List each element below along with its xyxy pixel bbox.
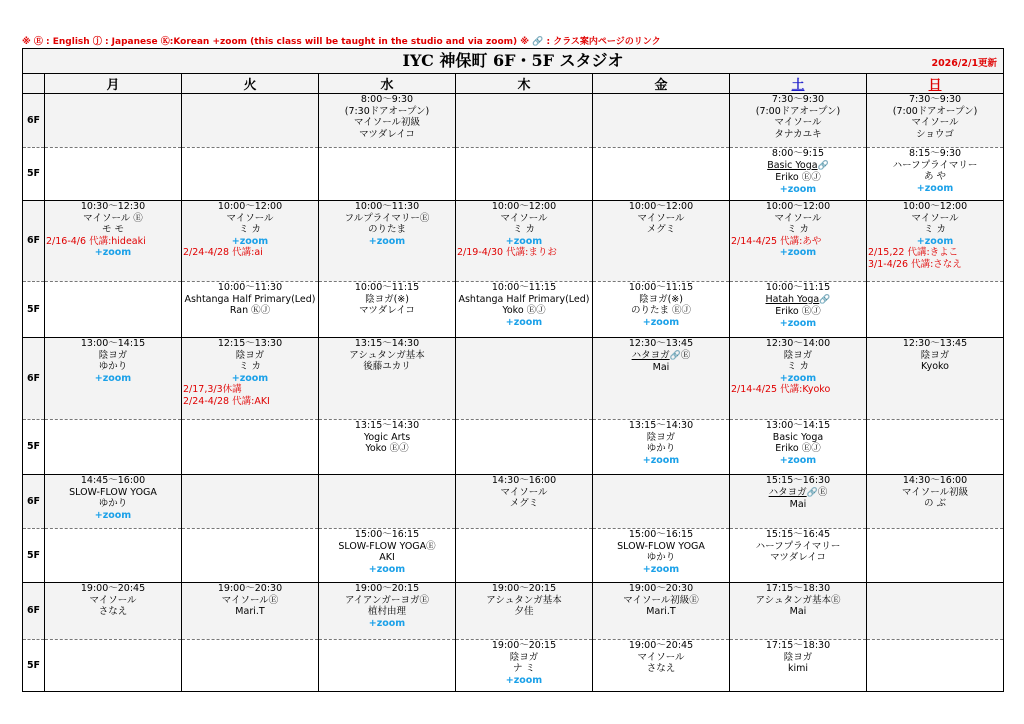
class-link[interactable]: ハタヨガ (631, 349, 670, 361)
class-time: 10:00～11:15 (765, 282, 831, 293)
class-detail: マイソール (89, 594, 137, 606)
class-detail: SLOW-FLOW YOGA (617, 540, 705, 552)
class-detail: ミ カ (786, 224, 810, 235)
zoom-tag: +zoom (505, 674, 543, 686)
class-slot (593, 529, 730, 583)
class-slot (456, 583, 593, 640)
language-mark: Ⓔ (817, 486, 828, 498)
schedule-row-9 (23, 640, 1004, 692)
updated-date: 2026/2/1更新 (931, 58, 998, 69)
class-detail: ミ カ (924, 224, 947, 235)
zoom-tag: +zoom (779, 247, 817, 258)
class-detail: Mai (652, 362, 670, 373)
class-detail: 陰ヨガ (783, 349, 813, 361)
class-slot (319, 529, 456, 583)
zoom-tag: +zoom (642, 454, 680, 466)
class-detail: SLOW-FLOW YOGA (69, 486, 157, 498)
class-detail: ナ ミ (512, 663, 536, 674)
class-detail: 陰ヨガ (98, 349, 128, 361)
class-detail: SLOW-FLOW YOGAⒺ (338, 540, 436, 552)
class-slot (45, 583, 182, 640)
zoom-tag: +zoom (505, 235, 543, 247)
substitute-note: 2/17,3/3休講 (183, 384, 242, 395)
empty-slot (319, 475, 456, 529)
class-detail: マイソール (774, 212, 822, 224)
class-detail: (7:30ドアオープン) (344, 105, 430, 117)
class-time: 8:00～9:30 (360, 94, 414, 105)
day-label: 木 (517, 78, 531, 93)
schedule-row-6 (23, 475, 1004, 529)
class-time: 10:00～11:15 (628, 282, 694, 293)
class-time: 10:00～12:00 (628, 201, 694, 212)
class-time: 10:00～11:30 (217, 282, 283, 293)
class-detail: Eriko ⒺⒿ (775, 306, 821, 317)
class-detail: マツダレイコ (359, 305, 415, 316)
class-slot (45, 201, 182, 282)
class-detail: マイソール初級 (353, 117, 421, 128)
class-time: 19:00～20:45 (80, 583, 146, 594)
page-title: IYC 神保町 6F・5F スタジオ (402, 51, 624, 70)
class-link-line (730, 294, 866, 307)
class-slot (730, 338, 867, 420)
class-detail: ミ カ (786, 361, 810, 372)
class-time: 14:30～16:00 (491, 475, 557, 486)
class-time: 12:15～13:30 (217, 338, 283, 349)
class-detail: マイソール (500, 212, 548, 224)
empty-slot (456, 420, 593, 475)
class-detail: さなえ (98, 606, 128, 617)
empty-slot (45, 420, 182, 475)
class-time: 10:00～12:00 (902, 201, 968, 212)
class-detail: ゆかり (646, 443, 676, 454)
schedule-row-7 (23, 529, 1004, 583)
class-time: 10:00～11:30 (354, 201, 420, 212)
class-detail: ハーフプライマリー (892, 159, 978, 171)
class-detail: マイソール (637, 212, 685, 224)
class-detail: 植村由理 (367, 606, 406, 617)
class-time: 8:00～9:15 (771, 148, 825, 159)
class-time: 19:00～20:15 (354, 583, 420, 594)
zoom-tag: +zoom (642, 563, 680, 575)
class-detail: Mari.T (235, 606, 265, 617)
zoom-tag: +zoom (368, 235, 406, 247)
class-time: 13:15～14:30 (354, 338, 420, 349)
class-detail: Eriko ⒺⒿ (775, 172, 821, 183)
class-detail: マイソール (911, 117, 959, 128)
floor-label: 6F (23, 94, 45, 148)
zoom-tag: +zoom (505, 316, 543, 328)
day-header-6 (867, 74, 1004, 94)
substitute-note: 2/19-4/30 代講:まりお (457, 247, 557, 258)
class-detail: ゆかり (98, 361, 128, 372)
class-slot (593, 640, 730, 692)
schedule-row-0 (23, 94, 1004, 148)
day-label: 火 (243, 78, 257, 93)
day-header-0 (45, 74, 182, 94)
class-detail: アイアンガーヨガⒺ (345, 594, 429, 606)
day-header-2 (319, 74, 456, 94)
class-time: 14:30～16:00 (902, 475, 968, 486)
class-slot (319, 282, 456, 338)
class-time: 10:00～12:00 (217, 201, 283, 212)
empty-slot (182, 640, 319, 692)
empty-slot (45, 529, 182, 583)
class-slot (867, 148, 1004, 201)
empty-slot (867, 640, 1004, 692)
class-time: 7:30～9:30 (771, 94, 825, 105)
schedule-table (22, 48, 1004, 692)
class-slot (456, 282, 593, 338)
class-time: 19:00～20:30 (628, 583, 694, 594)
floor-label: 6F (23, 583, 45, 640)
class-detail: Mai (789, 499, 807, 510)
legend-note: ※ Ⓔ : English ⓙ : Japanese Ⓚ:Korean +zoom (this class will be taught in the studio and via zoom) ※ 🔗 : クラス案内ページのリンク (22, 37, 661, 47)
class-detail: kimi (787, 663, 809, 674)
class-time: 10:00～12:00 (765, 201, 831, 212)
floor-label: 5F (23, 282, 45, 338)
class-detail: 陰ヨガ (783, 651, 813, 663)
substitute-note: 2/24-4/28 代講:ai (183, 247, 263, 258)
zoom-tag: +zoom (779, 317, 817, 329)
class-slot (730, 583, 867, 640)
class-slot (593, 583, 730, 640)
class-detail: (7:00ドアオープン) (892, 105, 978, 117)
empty-slot (319, 640, 456, 692)
class-detail: タナカユキ (774, 128, 822, 140)
zoom-tag: +zoom (916, 182, 954, 194)
class-detail: マツダレイコ (359, 128, 415, 140)
class-link-line (730, 487, 866, 500)
class-detail: Mari.T (646, 606, 676, 617)
class-slot (319, 201, 456, 282)
substitute-note: 2/15,22 代講:きよこ (868, 247, 959, 258)
zoom-tag: +zoom (779, 372, 817, 384)
empty-slot (593, 94, 730, 148)
class-slot (182, 583, 319, 640)
class-time: 17:15～18:30 (765, 640, 831, 651)
class-slot (730, 148, 867, 201)
class-detail: アシュタンガ基本 (349, 349, 425, 361)
empty-slot (45, 94, 182, 148)
empty-slot (593, 475, 730, 529)
class-detail: メグミ (646, 224, 676, 235)
day-header-corner (23, 74, 45, 94)
class-slot (867, 201, 1004, 282)
zoom-tag: +zoom (94, 509, 132, 521)
day-label: 日 (928, 78, 942, 93)
floor-label: 6F (23, 201, 45, 282)
class-link[interactable]: ハタヨガ (768, 486, 807, 498)
floor-label: 5F (23, 640, 45, 692)
class-slot (593, 282, 730, 338)
empty-slot (182, 529, 319, 583)
class-slot (730, 640, 867, 692)
class-slot (867, 94, 1004, 148)
class-detail: ハーフプライマリー (755, 540, 841, 552)
class-time: 15:15～16:30 (765, 475, 831, 486)
class-time: 8:15～9:30 (908, 148, 962, 159)
class-detail: ミ カ (238, 224, 262, 235)
class-slot (456, 475, 593, 529)
class-detail: のりたま (367, 224, 406, 235)
class-time: 17:15～18:30 (765, 583, 831, 594)
class-time: 15:00～16:15 (628, 529, 694, 540)
empty-slot (456, 529, 593, 583)
zoom-tag: +zoom (231, 235, 269, 247)
class-detail: Kyoko (921, 361, 949, 372)
day-header-1 (182, 74, 319, 94)
title-bar (23, 49, 1004, 74)
schedule-body (23, 94, 1004, 692)
link-icon: 🔗 (806, 487, 818, 498)
class-detail: ゆかり (98, 498, 128, 509)
empty-slot (182, 420, 319, 475)
class-link-line (730, 160, 866, 173)
class-detail: マイソール (226, 212, 274, 224)
schedule-row-3 (23, 282, 1004, 338)
class-time: 12:30～13:45 (902, 338, 968, 349)
class-detail: 夕佳 (514, 606, 534, 617)
class-detail: モ モ (101, 224, 125, 235)
class-slot (867, 475, 1004, 529)
class-detail: ゆかり (646, 552, 676, 563)
substitute-note: 3/1-4/26 代講:さなえ (868, 258, 962, 270)
empty-slot (182, 475, 319, 529)
class-detail: AKI (379, 552, 395, 563)
day-header-row (23, 74, 1004, 94)
class-detail: アシュタンガ基本Ⓔ (755, 594, 841, 606)
day-label: 金 (654, 78, 668, 93)
class-detail: さなえ (646, 663, 676, 674)
link-icon: 🔗 (819, 294, 831, 305)
class-link[interactable]: Basic Yoga (767, 159, 818, 171)
class-detail: マイソール (774, 117, 822, 128)
class-detail: メグミ (509, 498, 539, 509)
zoom-tag: +zoom (368, 563, 406, 575)
language-mark: Ⓔ (680, 349, 691, 361)
class-slot (45, 475, 182, 529)
class-detail: Yoko ⒺⒿ (365, 443, 409, 454)
class-detail: マツダレイコ (770, 552, 826, 563)
class-time: 14:45～16:00 (80, 475, 146, 486)
schedule-row-4 (23, 338, 1004, 420)
class-time: 19:00～20:15 (491, 640, 557, 651)
class-link[interactable]: Hatah Yoga (765, 293, 820, 305)
day-header-4 (593, 74, 730, 94)
class-detail: 陰ヨガ (509, 651, 539, 663)
class-slot (182, 201, 319, 282)
class-detail: 後藤ユカリ (363, 361, 411, 372)
zoom-tag: +zoom (94, 247, 132, 258)
day-header-3 (456, 74, 593, 94)
substitute-note: 2/14-4/25 代講:あや (731, 235, 822, 247)
schedule-row-8 (23, 583, 1004, 640)
class-detail: 陰ヨガ (920, 349, 950, 361)
class-time: 13:00～14:15 (765, 420, 831, 431)
empty-slot (45, 148, 182, 201)
class-detail: マイソール (637, 651, 685, 663)
class-slot (319, 420, 456, 475)
link-icon: 🔗 (817, 160, 829, 171)
class-slot (456, 201, 593, 282)
empty-slot (182, 94, 319, 148)
empty-slot (456, 94, 593, 148)
class-slot (182, 282, 319, 338)
class-time: 10:30～12:30 (80, 201, 146, 212)
schedule-row-1 (23, 148, 1004, 201)
class-slot (182, 338, 319, 420)
class-detail: 陰ヨガ(※) (365, 293, 409, 305)
class-detail: Yogic Arts (363, 431, 411, 443)
class-detail: ショウゴ (916, 128, 954, 140)
class-detail: マイソール初級 (901, 486, 969, 498)
class-time: 19:00～20:30 (217, 583, 283, 594)
floor-label: 6F (23, 338, 45, 420)
class-time: 13:00～14:15 (80, 338, 146, 349)
empty-slot (182, 148, 319, 201)
empty-slot (867, 282, 1004, 338)
class-detail: ミ カ (238, 361, 262, 372)
class-time: 12:30～14:00 (765, 338, 831, 349)
class-slot (593, 420, 730, 475)
class-slot (730, 529, 867, 583)
class-detail: 陰ヨガ (235, 349, 265, 361)
floor-label: 5F (23, 148, 45, 201)
empty-slot (867, 583, 1004, 640)
class-detail: ミ カ (512, 224, 536, 235)
class-detail: マイソールⒺ (221, 594, 279, 606)
class-slot (319, 94, 456, 148)
class-time: 19:00～20:15 (491, 583, 557, 594)
zoom-tag: +zoom (916, 235, 954, 247)
empty-slot (593, 148, 730, 201)
class-time: 13:15～14:30 (628, 420, 694, 431)
day-header-5 (730, 74, 867, 94)
empty-slot (45, 282, 182, 338)
class-detail: Mai (789, 606, 807, 617)
empty-slot (45, 640, 182, 692)
empty-slot (867, 529, 1004, 583)
class-detail: のりたま ⒺⒿ (630, 305, 692, 316)
floor-label: 5F (23, 420, 45, 475)
day-label: 土 (791, 78, 805, 93)
zoom-tag: +zoom (94, 372, 132, 384)
class-detail: アシュタンガ基本 (486, 594, 562, 606)
zoom-tag: +zoom (779, 183, 817, 195)
zoom-tag: +zoom (231, 372, 269, 384)
class-detail: マイソール (500, 486, 548, 498)
empty-slot (456, 338, 593, 420)
class-slot (730, 282, 867, 338)
schedule-row-2 (23, 201, 1004, 282)
class-slot (867, 338, 1004, 420)
substitute-note: 2/16-4/6 代講:hideaki (46, 235, 146, 247)
class-time: 15:15～16:45 (765, 529, 831, 540)
class-time: 10:00～11:15 (354, 282, 420, 293)
class-detail: Ashtanga Half Primary(Led) (458, 293, 590, 305)
class-detail: の ぶ (924, 498, 947, 509)
class-link-line (593, 350, 729, 363)
class-slot (730, 94, 867, 148)
schedule-row-5 (23, 420, 1004, 475)
class-detail: マイソール (911, 212, 959, 224)
class-slot (730, 201, 867, 282)
class-detail: (7:00ドアオープン) (755, 105, 841, 117)
class-detail: Basic Yoga (772, 431, 824, 443)
class-detail: Eriko ⒺⒿ (775, 443, 821, 454)
substitute-note: 2/14-4/25 代講:Kyoko (731, 384, 831, 395)
class-time: 13:15～14:30 (354, 420, 420, 431)
link-icon: 🔗 (669, 350, 681, 361)
class-detail: 陰ヨガ(※) (639, 293, 683, 305)
class-detail: マイソール初級Ⓔ (623, 594, 699, 606)
floor-label: 6F (23, 475, 45, 529)
class-detail: Ashtanga Half Primary(Led) (184, 293, 316, 305)
zoom-tag: +zoom (368, 617, 406, 629)
class-slot (319, 338, 456, 420)
class-detail: あ や (924, 171, 947, 182)
class-time: 10:00～12:00 (491, 201, 557, 212)
empty-slot (867, 420, 1004, 475)
day-label: 月 (106, 78, 120, 93)
class-time: 15:00～16:15 (354, 529, 420, 540)
empty-slot (456, 148, 593, 201)
class-slot (730, 420, 867, 475)
class-slot (593, 338, 730, 420)
class-time: 7:30～9:30 (908, 94, 962, 105)
class-detail: 陰ヨガ (646, 431, 676, 443)
day-label: 水 (380, 78, 394, 93)
class-slot (593, 201, 730, 282)
class-slot (45, 338, 182, 420)
empty-slot (319, 148, 456, 201)
class-detail: Yoko ⒺⒿ (502, 305, 546, 316)
floor-label: 5F (23, 529, 45, 583)
class-time: 12:30～13:45 (628, 338, 694, 349)
substitute-note: 2/24-4/28 代講:AKI (183, 395, 270, 407)
class-detail: Ran ⓀⒿ (229, 305, 271, 316)
class-time: 19:00～20:45 (628, 640, 694, 651)
class-slot (730, 475, 867, 529)
class-detail: マイソール Ⓔ (83, 212, 143, 224)
class-detail: フルプライマリーⒺ (344, 212, 430, 224)
zoom-tag: +zoom (642, 316, 680, 328)
class-slot (456, 640, 593, 692)
class-slot (319, 583, 456, 640)
class-time: 10:00～11:15 (491, 282, 557, 293)
zoom-tag: +zoom (779, 454, 817, 466)
